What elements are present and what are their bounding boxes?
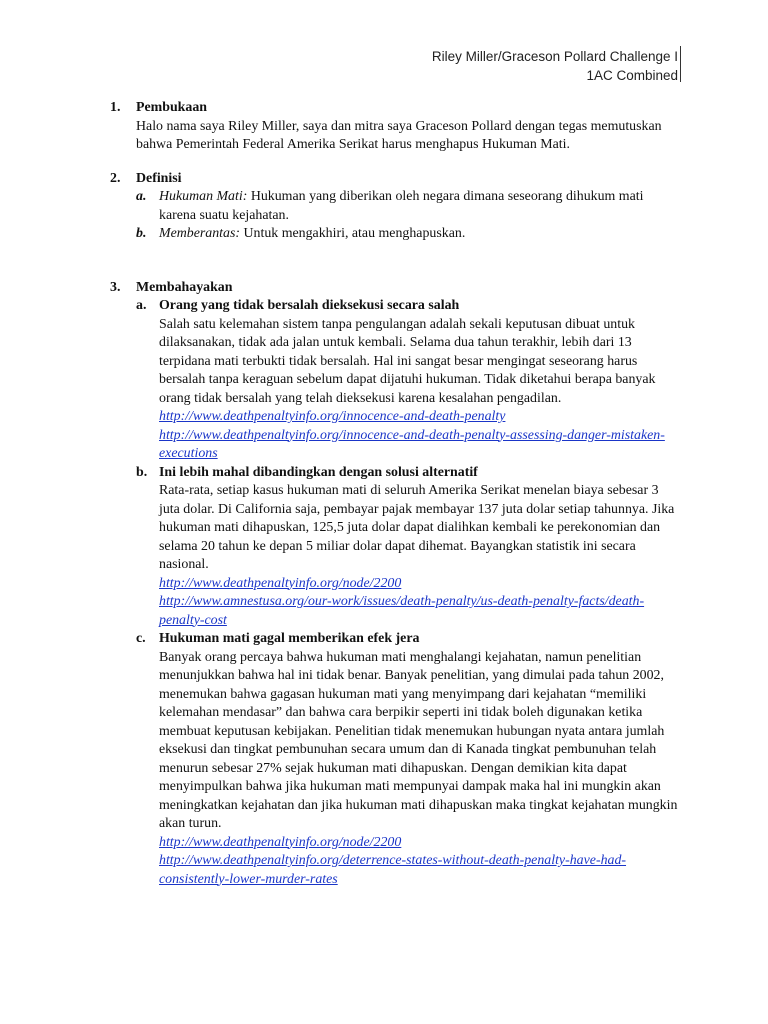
header-subtitle: 1AC Combined <box>586 68 678 83</box>
definition-item <box>136 188 680 225</box>
definition-item <box>136 225 680 244</box>
section-number: 1. <box>110 100 121 115</box>
item-letter: a. <box>136 298 147 313</box>
header-divider <box>680 46 681 82</box>
document-body <box>110 99 680 889</box>
source-link[interactable]: http://www.deathpenaltyinfo.org/node/2200 <box>159 575 402 591</box>
page-header <box>432 47 678 85</box>
definition-text: Hukuman yang diberikan oleh negara dimana seseorang dihukum mati karena suatu kejahatan. <box>159 189 644 223</box>
section-title: Membahayakan <box>136 279 233 295</box>
section-title: Pembukaan <box>136 100 208 115</box>
definition-term: Hukuman Mati: <box>159 189 248 204</box>
item-body: Salah satu kelemahan sistem tanpa pengulangan adalah sekali keputusan dibuat untuk dilaksanakan, tidak ada jalan untuk kembali. Selama dua tahun terakhir, lebih dari 13 terpidana mati terbukti tidak bersalah. Hal ini sangat besar mengingat seseorang harus bersalah tanpa keraguan sebelum dapat dijatuhi hukuman. Tidak diketahui berapa banyak orang tidak bersalah yang telah dieksekusi karena kesalahan pengadilan. <box>159 316 656 406</box>
item-body: Rata-rata, setiap kasus hukuman mati di seluruh Amerika Serikat menelan biaya sebesar 3 juta dolar. Di California saja, pembayar pajak membayar 137 juta dolar setiap tahunnya. Jika hukuman mati dihapuskan, 125,5 juta dolar dapat dialihkan kembali ke perekonomian dan selama 20 tahun ke depan 5 miliar dolar dapat dihemat. Bayangkan statistik ini secara nasional. <box>159 483 675 572</box>
source-link[interactable]: http://www.amnestusa.org/our-work/issues/death-penalty/us-death-penalty-facts/death-penalty-cost <box>159 594 645 628</box>
section-definisi <box>110 170 680 244</box>
item-title: Hukuman mati gagal memberikan efek jera <box>159 631 420 646</box>
section-body: Halo nama saya Riley Miller, saya dan mitra saya Graceson Pollard dengan tegas memutuskan bahwa Pemerintah Federal Amerika Serikat harus menghapus Hukuman Mati. <box>136 118 662 152</box>
item-body: Banyak orang percaya bahwa hukuman mati menghalangi kejahatan, namun penelitian menunjukkan bahwa hal ini tidak benar. Banyak penelitian, yang dimulai pada tahun 2002, menemukan bahwa gagasan hukuman mati yang menyimpang dari kejahatan “memiliki kelemahan mendasar” dan bahwa cara berpikir seperti ini tidak boleh digunakan ketika membuat keputusan kebijakan. Penelitian tidak menemukan hubungan nyata antara jumlah eksekusi dan tingkat pembunuhan secara umum dan di Kanada tingkat pembunuhan telah menurun sebesar 27% sejak hukuman mati dihapuskan. Dengan demikian kita dapat menyimpulkan bahwa jika hukuman mati mempunyai dampak maka hal ini mungkin akan meningkatkan kejahatan dan jika hukuman mati dihapuskan maka tingkat kejahatan mungkin akan turun. <box>159 649 678 831</box>
item-title: Ini lebih mahal dibandingkan dengan solusi alternatif <box>159 464 478 480</box>
source-link[interactable]: http://www.deathpenaltyinfo.org/deterrence-states-without-death-penalty-have-had-consistently-lower-murder-rates <box>159 853 627 887</box>
item-letter: a. <box>136 189 147 204</box>
section-pembukaan <box>110 99 680 155</box>
harm-item-b <box>136 464 680 631</box>
harm-item-a <box>136 297 680 464</box>
item-title: Orang yang tidak bersalah dieksekusi secara salah <box>159 298 460 313</box>
item-letter: b. <box>136 464 148 480</box>
harm-item-c <box>136 630 680 889</box>
section-number: 2. <box>110 170 121 186</box>
section-number: 3. <box>110 279 121 295</box>
definition-term: Memberantas: <box>159 226 241 241</box>
source-link[interactable]: http://www.deathpenaltyinfo.org/innocence-and-death-penalty-assessing-danger-mistaken-executions <box>159 427 665 461</box>
section-membahayakan <box>110 279 680 890</box>
source-link[interactable]: http://www.deathpenaltyinfo.org/innocence-and-death-penalty <box>159 409 506 424</box>
section-title: Definisi <box>136 170 182 186</box>
source-link[interactable]: http://www.deathpenaltyinfo.org/node/2200 <box>159 834 402 850</box>
item-letter: b. <box>136 226 147 241</box>
header-title: Riley Miller/Graceson Pollard Challenge I <box>431 49 678 64</box>
item-letter: c. <box>136 631 146 646</box>
definition-text: Untuk mengakhiri, atau menghapuskan. <box>240 226 466 241</box>
